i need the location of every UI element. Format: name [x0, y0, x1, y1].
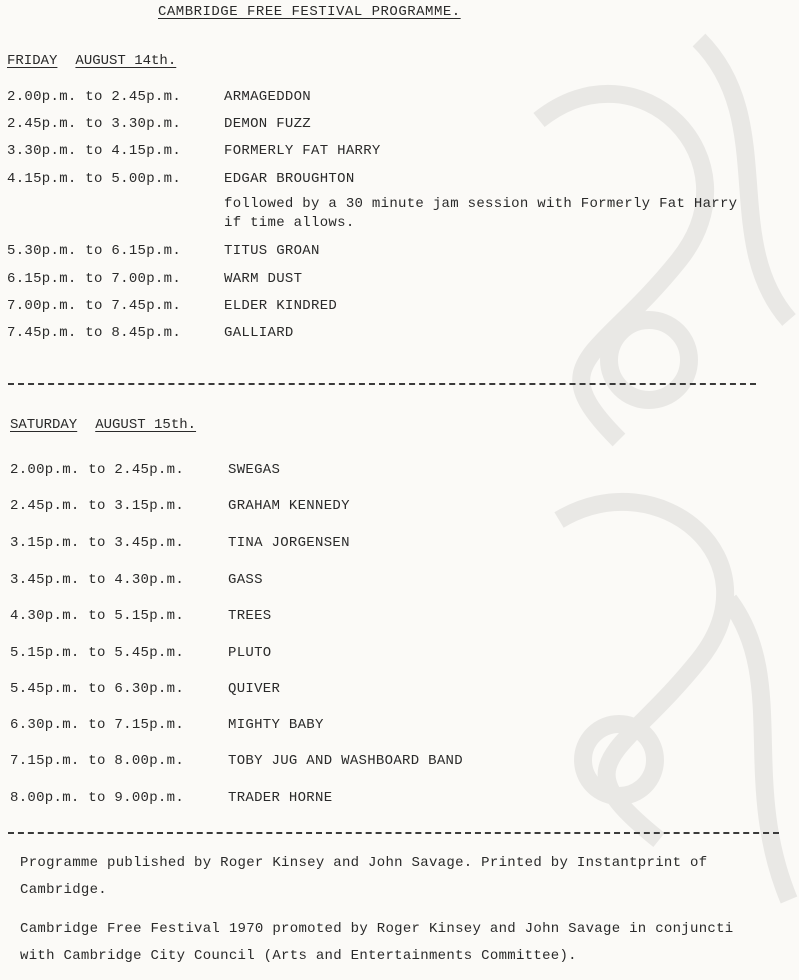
slot-act: SWEGAS [228, 462, 281, 478]
note-line: if time allows. [224, 215, 355, 231]
footer-divider [8, 832, 779, 834]
slot-act: DEMON FUZZ [224, 116, 312, 132]
slot-act: WARM DUST [224, 271, 303, 287]
friday-day-label: FRIDAY [7, 53, 58, 69]
saturday-day-label: SATURDAY [10, 417, 78, 433]
note-line: followed by a 30 minute jam session with Formerly Fat Harry [224, 196, 738, 212]
slot-act: EDGAR BROUGHTON [224, 171, 355, 187]
jam-session-note [224, 195, 794, 233]
slot-act: ELDER KINDRED [224, 298, 338, 314]
slot-time: 3.15p.m. to 3.45p.m. [10, 535, 185, 551]
slot-time: 7.00p.m. to 7.45p.m. [7, 298, 182, 314]
slot-time: 7.15p.m. to 8.00p.m. [10, 753, 185, 769]
slot-act: TRADER HORNE [228, 790, 333, 806]
footer-line: with Cambridge City Council (Arts and Entertainments Committee). [20, 948, 577, 964]
slot-time: 2.45p.m. to 3.15p.m. [10, 498, 185, 514]
slot-time: 5.30p.m. to 6.15p.m. [7, 243, 182, 259]
slot-act: TOBY JUG AND WASHBOARD BAND [228, 753, 463, 769]
slot-time: 4.15p.m. to 5.00p.m. [7, 171, 182, 187]
section-divider [8, 383, 756, 385]
slot-time: 6.30p.m. to 7.15p.m. [10, 717, 185, 733]
slot-time: 3.30p.m. to 4.15p.m. [7, 143, 182, 159]
slot-time: 5.45p.m. to 6.30p.m. [10, 681, 185, 697]
slot-time: 3.45p.m. to 4.30p.m. [10, 572, 185, 588]
slot-act: MIGHTY BABY [228, 717, 324, 733]
slot-time: 2.00p.m. to 2.45p.m. [10, 462, 185, 478]
slot-time: 2.00p.m. to 2.45p.m. [7, 89, 182, 105]
slot-time: 8.00p.m. to 9.00p.m. [10, 790, 185, 806]
slot-act: GALLIARD [224, 325, 294, 341]
slot-time: 7.45p.m. to 8.45p.m. [7, 325, 182, 341]
slot-act: GASS [228, 572, 263, 588]
slot-act: TITUS GROAN [224, 243, 320, 259]
slot-act: QUIVER [228, 681, 281, 697]
slot-time: 4.30p.m. to 5.15p.m. [10, 608, 185, 624]
slot-act: FORMERLY FAT HARRY [224, 143, 381, 159]
slot-time: 6.15p.m. to 7.00p.m. [7, 271, 182, 287]
slot-act: TINA JORGENSEN [228, 535, 350, 551]
slot-time: 2.45p.m. to 3.30p.m. [7, 116, 182, 132]
footer-line: Cambridge Free Festival 1970 promoted by Roger Kinsey and John Savage in conjuncti [20, 921, 734, 937]
saturday-date-label: AUGUST 15th. [95, 417, 197, 433]
slot-act: TREES [228, 608, 272, 624]
publisher-credit [20, 850, 799, 904]
footer-line: Programme published by Roger Kinsey and John Savage. Printed by Instantprint of [20, 855, 708, 871]
promoter-credit [20, 916, 799, 970]
friday-date-label: AUGUST 14th. [75, 53, 177, 69]
friday-heading [7, 53, 176, 69]
slot-time: 5.15p.m. to 5.45p.m. [10, 645, 185, 661]
saturday-heading [10, 417, 196, 433]
page-title: CAMBRIDGE FREE FESTIVAL PROGRAMME. [158, 4, 461, 20]
footer-line: Cambridge. [20, 882, 108, 898]
slot-act: GRAHAM KENNEDY [228, 498, 350, 514]
slot-act: PLUTO [228, 645, 272, 661]
slot-act: ARMAGEDDON [224, 89, 312, 105]
